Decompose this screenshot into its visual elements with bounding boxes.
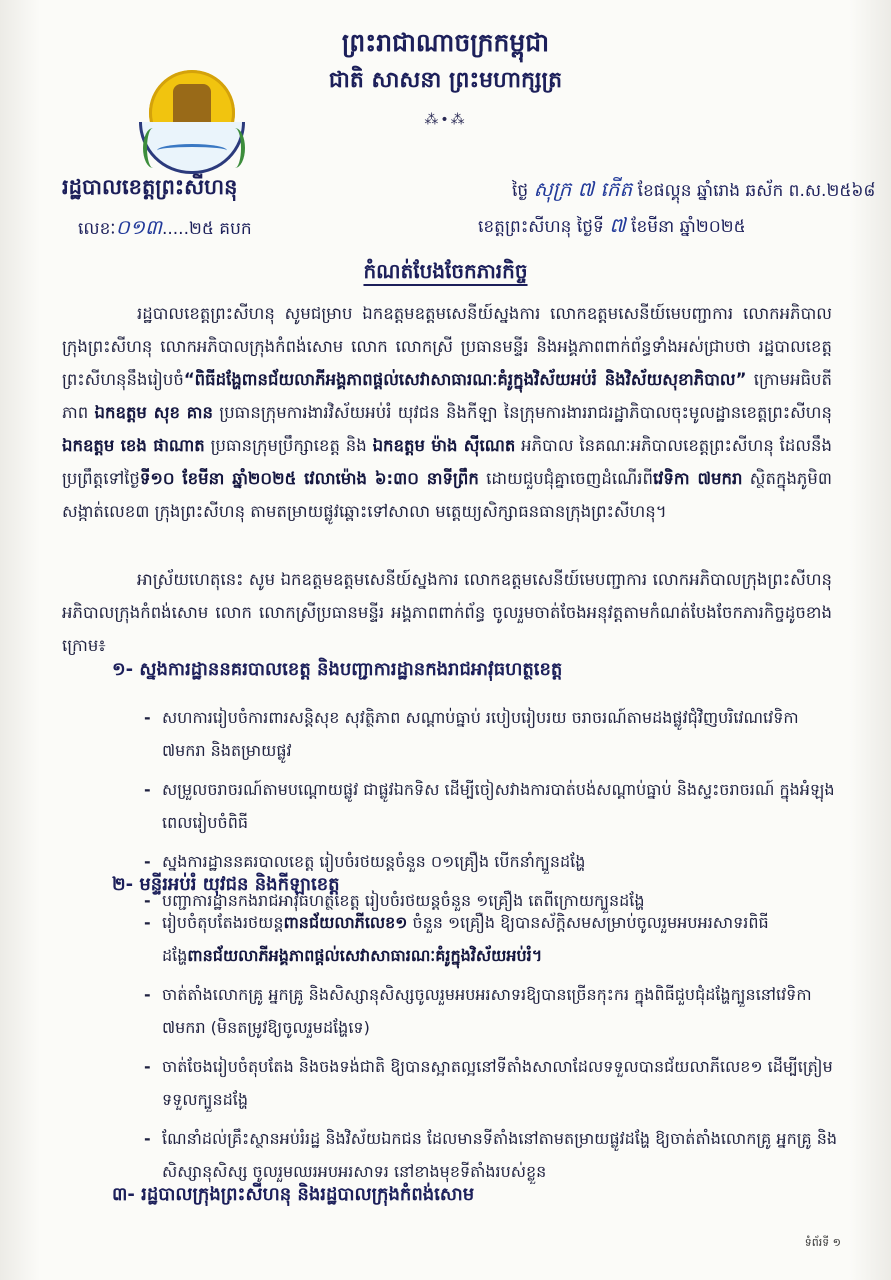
issuing-authority: រដ្ឋបាលខេត្តព្រះសីហនុ xyxy=(62,175,238,199)
kingdom-header: ព្រះរាជាណាចក្រកម្ពុជា xyxy=(341,28,550,57)
intro-paragraph: រដ្ឋបាលខេត្តព្រះសីហនុ សូមជម្រាប ឯកឧត្តមឧត្តមសេនីយ៍ស្នងការ លោកឧត្តមសេនីយ៍មេបញ្ជាការ លោកអភិបាលក្រុងព្រះសីហនុ លោកអភិបាលក្រុងកំពង់សោម លោក លោកស្រី ប្រធានមន្ទីរ និងអង្គភាពពាក់ព័ន្ធទាំងអស់ជ្រាបថា រដ្ឋបាលខេត្តព្រះសីហនុនឹងរៀបចំ“ពិធីដង្ហែពានជ័យលាភីអង្គភាពផ្តល់សេវាសាធារណៈគំរូក្នុងវិស័យអប់រំ និងវិស័យសុខាភិបាល” ក្រោមអធិបតីភាព ឯកឧត្តម សុខ គាន ប្រធានក្រុមការងារវិស័យអប់រំ យុវជន និងកីឡា នៃក្រុមការងាររាជរដ្ឋាភិបាលចុះមូលដ្ឋានខេត្តព្រះសីហនុ ឯកឧត្តម ខេង ផាណាត ប្រធានក្រុមប្រឹក្សាខេត្ត និង ឯកឧត្តម ម៉ាង ស៊ីណេត អភិបាល នៃគណៈអភិបាលខេត្តព្រះសីហនុ ដែលនឹងប្រព្រឹត្តទៅថ្ងៃទី១០ ខែមីនា ឆ្នាំ២០២៥ វេលាម៉ោង ៦:៣០ នាទីព្រឹក ដោយជួបជុំគ្នាចេញដំណើរពីវេទិកា ៧មករា ស្ថិតក្នុងភូមិ៣ សង្កាត់លេខ៣ ក្រុងព្រះសីហនុ តាមតម្រាយផ្លូវឆ្ពោះទៅសាលា មត្តេយ្យសិក្សាធនធានក្រុងព្រះសីហនុ។ xyxy=(62,304,832,521)
page-number: ទំព័រទី ១ xyxy=(804,1236,841,1249)
list-item: - សម្រួលចរាចរណ៍តាមបណ្តោយផ្លូវ ជាផ្លូវឯកទិស ដើម្បីចៀសវាងការបាត់បង់សណ្តាប់ធ្នាប់ និងស្ទះចរាចរណ៍ ក្នុងអំឡុងពេលរៀបចំពិធី xyxy=(140,773,840,839)
list-item: - រៀបចំតុបតែងរថយន្តពានជ័យលាភីលេខ១ ចំនួន ១គ្រឿង ឱ្យបានស័ក្តិសមសម្រាប់ចូលរួមអបអរសាទរពិធីដង្ហែពានជ័យលាភីអង្គភាពផ្តល់សេវាសាធារណៈគំរូក្នុងវិស័យអប់រំ។ xyxy=(140,906,840,972)
list-item: - បញ្ជាការដ្ឋានកងរាជអាវុធហត្ថខេត្ត រៀបចំរថយន្តចំនួន ១គ្រឿង តេពីក្រោយក្បួនដង្ហែ xyxy=(140,884,840,917)
reference-number: លេខៈ០១៣.....២៥ គបក xyxy=(78,215,252,239)
ornament-divider: ⁂•⁂ xyxy=(424,112,467,128)
list-item: - ចាត់តាំងលោកគ្រូ អ្នកគ្រូ និងសិស្សានុសិស្សចូលរួមអបអរសាទរឱ្យបានច្រើនកុះករ ក្នុងពិធីជួបជុំដង្ហែក្បួននៅវេទិកា ៧មករា (មិនតម្រូវឱ្យចូលរួមដង្ហែទេ) xyxy=(140,978,840,1044)
lunar-date: ថ្ងៃ សុក្រ ៧ កើត ខែផល្គុន ឆ្នាំរោង ឆស័ក ព.ស.២៥៦៨ xyxy=(512,177,876,201)
list-item: - សហការរៀបចំការពារសន្តិសុខ សុវត្ថិភាព សណ្តាប់ធ្នាប់ របៀបរៀបរយ ចរាចរណ៍តាមដងផ្លូវជុំវិញបរិវេណវេទិកា ៧មករា និងតម្រាយផ្លូវ xyxy=(140,701,840,767)
request-paragraph: អាស្រ័យហេតុនេះ សូម ឯកឧត្តមឧត្តមសេនីយ៍ស្នងការ លោកឧត្តមសេនីយ៍មេបញ្ជាការ លោកអភិបាលក្រុងព្រះសីហនុ អភិបាលក្រុងកំពង់សោម លោក លោកស្រីប្រធានមន្ទីរ អង្គភាពពាក់ព័ន្ធ ចូលរួមចាត់ចែងអនុវត្តតាមកំណត់បែងចែកភារកិច្ចដូចខាងក្រោម៖ xyxy=(62,570,832,655)
section-2-list xyxy=(140,906,840,1194)
solar-date: ខេត្តព្រះសីហនុ ថ្ងៃទី ៧ ខែមីនា ឆ្នាំ២០២៥ xyxy=(478,213,746,237)
national-motto: ជាតិ សាសនា ព្រះមហាក្សត្រ xyxy=(328,68,563,93)
list-item: - ណែនាំដល់គ្រឹះស្ថានអប់រំរដ្ឋ និងវិស័យឯកជន ដែលមានទីតាំងនៅតាមតម្រាយផ្លូវដង្ហែ ឱ្យចាត់តាំងលោកគ្រូ អ្នកគ្រូ និងសិស្សានុសិស្ស ចូលរួមឈរអបអរសាទរ នៅខាងមុខទីតាំងរបស់ខ្លួន xyxy=(140,1122,840,1188)
section-heading-education: ២- មន្ទីរអប់រំ យុវជន និងកីឡាខេត្ត xyxy=(112,874,340,895)
list-item: - ចាត់ចែងរៀបចំតុបតែង និងចងទង់ជាតិ ឱ្យបានស្អាតល្អនៅទីតាំងសាលាដែលទទួលបានជ័យលាភីលេខ១ ដើម្បីត្រៀមទទួលក្បួនដង្ហែ xyxy=(140,1050,840,1116)
section-heading-city-admin: ៣- រដ្ឋបាលក្រុងព្រះសីហនុ និងរដ្ឋបាលក្រុងកំពង់សោម xyxy=(112,1184,475,1205)
provincial-seal-icon xyxy=(139,70,245,174)
section-heading-police: ១- ស្នងការដ្ឋាននគរបាលខេត្ត និងបញ្ជាការដ្ឋានកងរាជអាវុធហត្ថខេត្ត xyxy=(112,659,563,680)
list-item: - ស្នងការដ្ឋាននគរបាលខេត្ត រៀបចំរថយន្តចំនួន ០១គ្រឿង បើកនាំក្បួនដង្ហែ xyxy=(140,845,840,878)
document-title: កំណត់បែងចែកភារកិច្ច xyxy=(363,259,528,283)
